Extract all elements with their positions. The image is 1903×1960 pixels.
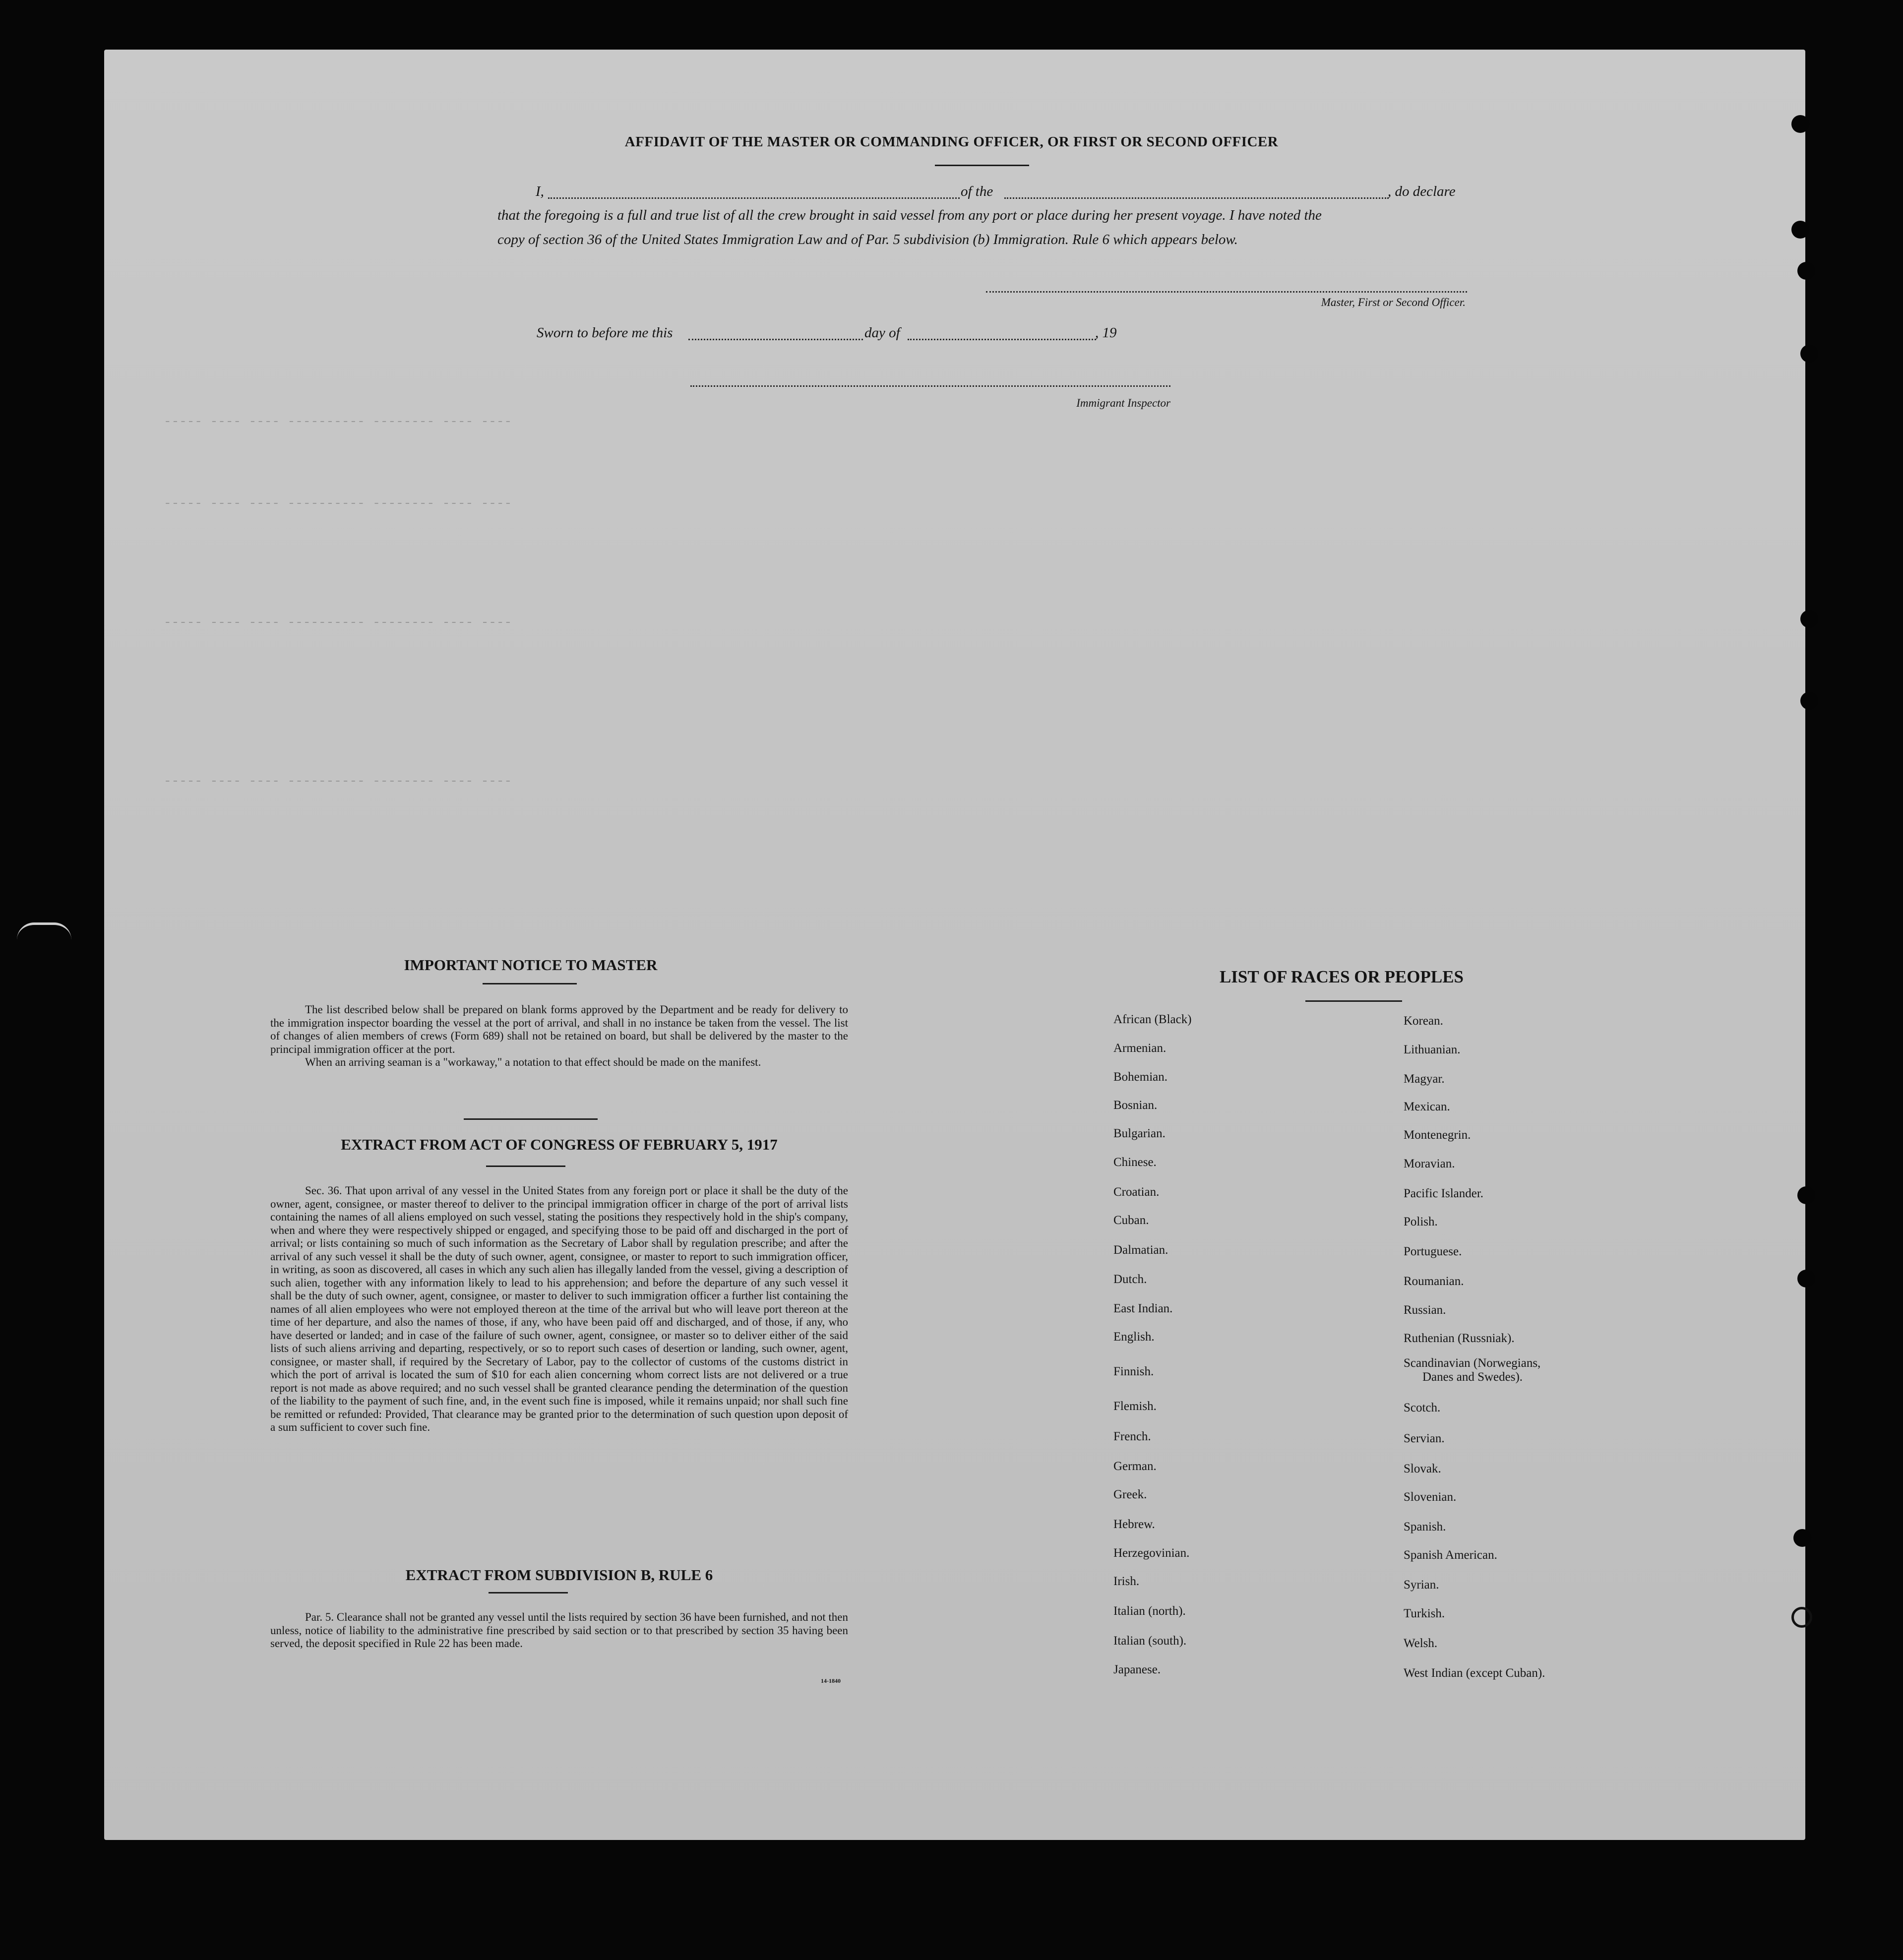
race-item: Spanish. <box>1404 1520 1446 1533</box>
race-item: Greek. <box>1113 1488 1147 1501</box>
races-underline <box>1305 1000 1402 1002</box>
race-item: Italian (south). <box>1113 1634 1187 1648</box>
notice-title: IMPORTANT NOTICE TO MASTER <box>404 956 658 974</box>
sworn-day-blank <box>688 339 863 340</box>
race-item: English. <box>1113 1330 1155 1344</box>
scanner-wire <box>17 922 71 940</box>
notice-paragraph-1: The list described below shall be prepared on blank forms approved by the Department and be ready for delivery to the immigration inspector boarding the vessel at the port of arrival, and shall in no instance be taken from the vessel. The list of changes of alien members of crews (Form 689) shall not be retained on board, but shall be delivered by the master to the principal immigration officer at the port. <box>270 1003 848 1055</box>
act-extract-body <box>270 1184 848 1434</box>
day-of-label: day of <box>864 325 900 341</box>
race-item: Japanese. <box>1113 1663 1161 1676</box>
race-item: Polish. <box>1404 1215 1438 1228</box>
act-extract-title: EXTRACT FROM ACT OF CONGRESS OF FEBRUARY 5, 1917 <box>341 1136 778 1153</box>
bleed-through-text: ----- ---- ---- ---------- -------- ---- ---- <box>164 414 512 429</box>
race-item: Spanish American. <box>1404 1548 1497 1562</box>
master-signature-blank <box>986 291 1467 293</box>
title-underline <box>935 165 1029 166</box>
section-36-text: Sec. 36. That upon arrival of any vessel in the United States from any foreign port or place it shall be the duty of the owner, agent, consignee, or master thereof to deliver to the principal immigration officer in charge of the port of arrival lists containing the names of all aliens employed on such vessel, stating the positions they respectively hold in the ship's company, when and where they were respectively shipped or engaged, and specifying those to be paid off and discharged in the port of arrival; or lists containing so much of such information as the Secretary of Labor shall by regulation prescribe; and after the arrival of any such vessel it shall be the duty of such owner, agent, consignee, or master to report to such immigration officer, in writing, as soon as discovered, all cases in which any such alien has illegally landed from the vessel, giving a description of such alien, together with any information likely to lead to his apprehension; and before the departure of any such vessel it shall be the duty of such owner, agent, consignee, or master to deliver to such immigration officer a further list containing the names of all alien employees who were not employed thereon at the time of the arrival but who will leave port thereon at the time of her departure, and also the names of those, if any, who have been paid off and discharged, and of those, if any, who have deserted or landed; and in case of the failure of such owner, agent, consignee, or master so to deliver either of the said lists of such aliens arriving and departing, respectively, or so to report such cases of desertion or landing, such owner, agent, consignee, or master shall, if required by the Secretary of Labor, pay to the collector of customs of the customs district in which the port of arrival is located the sum of $10 for each alien concerning whom correct lists are not delivered or a true report is not made as above required; and no such vessel shall be granted clearance pending the determination of the question of the liability to the payment of such fine, and, in the event such fine is imposed, while it remains unpaid; nor shall such fine be remitted or refunded: Provided, That clearance may be granted prior to the determination of such question upon deposit of a sum sufficient to cover such fine. <box>270 1184 848 1433</box>
race-item: Scotch. <box>1404 1401 1441 1414</box>
punch-hole <box>1791 221 1809 239</box>
month-blank <box>908 339 1096 340</box>
race-item: West Indian (except Cuban). <box>1404 1666 1545 1680</box>
bleed-through-text: ----- ---- ---- ---------- -------- ---- ---- <box>164 496 512 511</box>
race-item: Slovak. <box>1404 1462 1441 1475</box>
race-item: Dutch. <box>1113 1273 1147 1286</box>
rule-extract-body <box>270 1611 848 1651</box>
race-item: Lithuanian. <box>1404 1043 1461 1056</box>
affidavit-i-label: I, <box>536 184 544 199</box>
race-item: Dalmatian. <box>1113 1243 1168 1257</box>
vessel-blank <box>1004 197 1389 199</box>
bleed-through-text: ----- ---- ---- ---------- -------- ---- ---- <box>164 774 512 789</box>
notice-body <box>270 1003 848 1069</box>
race-item: Roumanian. <box>1404 1275 1464 1288</box>
race-item: Irish. <box>1113 1575 1140 1588</box>
race-item: German. <box>1113 1460 1157 1473</box>
act-title-underline <box>486 1165 565 1167</box>
affidavit-line-2: that the foregoing is a full and true list of all the crew brought in said vessel from any port or place during her present voyage. I have noted the <box>497 207 1322 223</box>
race-item: Welsh. <box>1404 1637 1438 1650</box>
name-blank <box>548 197 960 199</box>
punch-hole <box>1800 692 1818 710</box>
race-item: Cuban. <box>1113 1214 1149 1227</box>
race-item: Herzegovinian. <box>1113 1546 1190 1560</box>
race-item: Bosnian. <box>1113 1099 1158 1112</box>
rule-extract-title: EXTRACT FROM SUBDIVISION B, RULE 6 <box>405 1566 713 1584</box>
race-item: African (Black) <box>1113 1013 1192 1026</box>
notice-underline <box>483 983 577 984</box>
notice-paragraph-2: When an arriving seaman is a "workaway," a notation to that effect should be made on the manifest. <box>305 1056 761 1068</box>
punch-hole <box>1797 1186 1815 1204</box>
race-item: Servian. <box>1404 1432 1445 1445</box>
punch-hole <box>1800 345 1818 363</box>
race-item: Turkish. <box>1404 1607 1445 1620</box>
punch-hole <box>1791 1607 1812 1628</box>
race-item: Danes and Swedes). <box>1422 1370 1523 1384</box>
race-item: Flemish. <box>1113 1400 1157 1413</box>
race-item: Slovenian. <box>1404 1490 1457 1504</box>
affidavit-title: AFFIDAVIT OF THE MASTER OR COMMANDING OFFICER, OR FIRST OR SECOND OFFICER <box>624 134 1279 150</box>
inspector-signature-label: Immigrant Inspector <box>1076 397 1170 409</box>
race-item: Hebrew. <box>1113 1518 1155 1531</box>
race-item: Portuguese. <box>1404 1245 1462 1258</box>
year-label: , 19 <box>1095 325 1117 341</box>
bleed-through-text: ----- ---- ---- ---------- -------- ---- ---- <box>164 615 512 630</box>
punch-hole <box>1800 610 1818 628</box>
race-item: Syrian. <box>1404 1578 1439 1592</box>
inspector-signature-blank <box>690 385 1170 387</box>
race-item: Chinese. <box>1113 1156 1157 1169</box>
race-item: Italian (north). <box>1113 1604 1186 1618</box>
affidavit-line-3: copy of section 36 of the United States Immigration Law and of Par. 5 subdivision (b) Immigration. Rule 6 which appears below. <box>497 232 1238 247</box>
race-item: Russian. <box>1404 1303 1446 1317</box>
race-item: Bulgarian. <box>1113 1127 1166 1140</box>
race-item: Finnish. <box>1113 1365 1154 1378</box>
race-item: Magyar. <box>1404 1072 1445 1086</box>
punch-hole <box>1797 262 1815 280</box>
race-item: Armenian. <box>1113 1041 1166 1055</box>
race-item: Bohemian. <box>1113 1070 1168 1084</box>
race-item: Croatian. <box>1113 1185 1160 1199</box>
race-item: East Indian. <box>1113 1302 1173 1315</box>
punch-hole <box>1791 115 1809 133</box>
par-5-text: Par. 5. Clearance shall not be granted any vessel until the lists required by section 36 have been furnished, and not then unless, notice of liability to the administrative fine prescribed by said section or to that prescribed by section 35 having been served, the deposit specified in Rule 22 has been made. <box>270 1611 848 1650</box>
affidavit-of-the-label: of the <box>961 184 993 199</box>
race-item: Scandinavian (Norwegians, <box>1404 1356 1541 1370</box>
section-divider <box>464 1118 598 1120</box>
affidavit-do-declare: , do declare <box>1388 184 1456 199</box>
punch-hole <box>1797 1270 1815 1287</box>
race-item: French. <box>1113 1430 1151 1443</box>
form-number: 14-1840 <box>821 1677 841 1684</box>
race-item: Korean. <box>1404 1014 1443 1028</box>
races-title: LIST OF RACES OR PEOPLES <box>1219 967 1464 986</box>
punch-hole <box>1793 1529 1811 1547</box>
race-item: Ruthenian (Russniak). <box>1404 1332 1515 1345</box>
race-item: Pacific Islander. <box>1404 1187 1484 1200</box>
master-signature-label: Master, First or Second Officer. <box>1321 296 1466 308</box>
race-item: Montenegrin. <box>1404 1128 1471 1142</box>
sworn-label: Sworn to before me this <box>537 325 673 341</box>
race-item: Moravian. <box>1404 1157 1455 1170</box>
race-item: Mexican. <box>1404 1100 1450 1113</box>
rule-title-underline <box>489 1592 568 1593</box>
